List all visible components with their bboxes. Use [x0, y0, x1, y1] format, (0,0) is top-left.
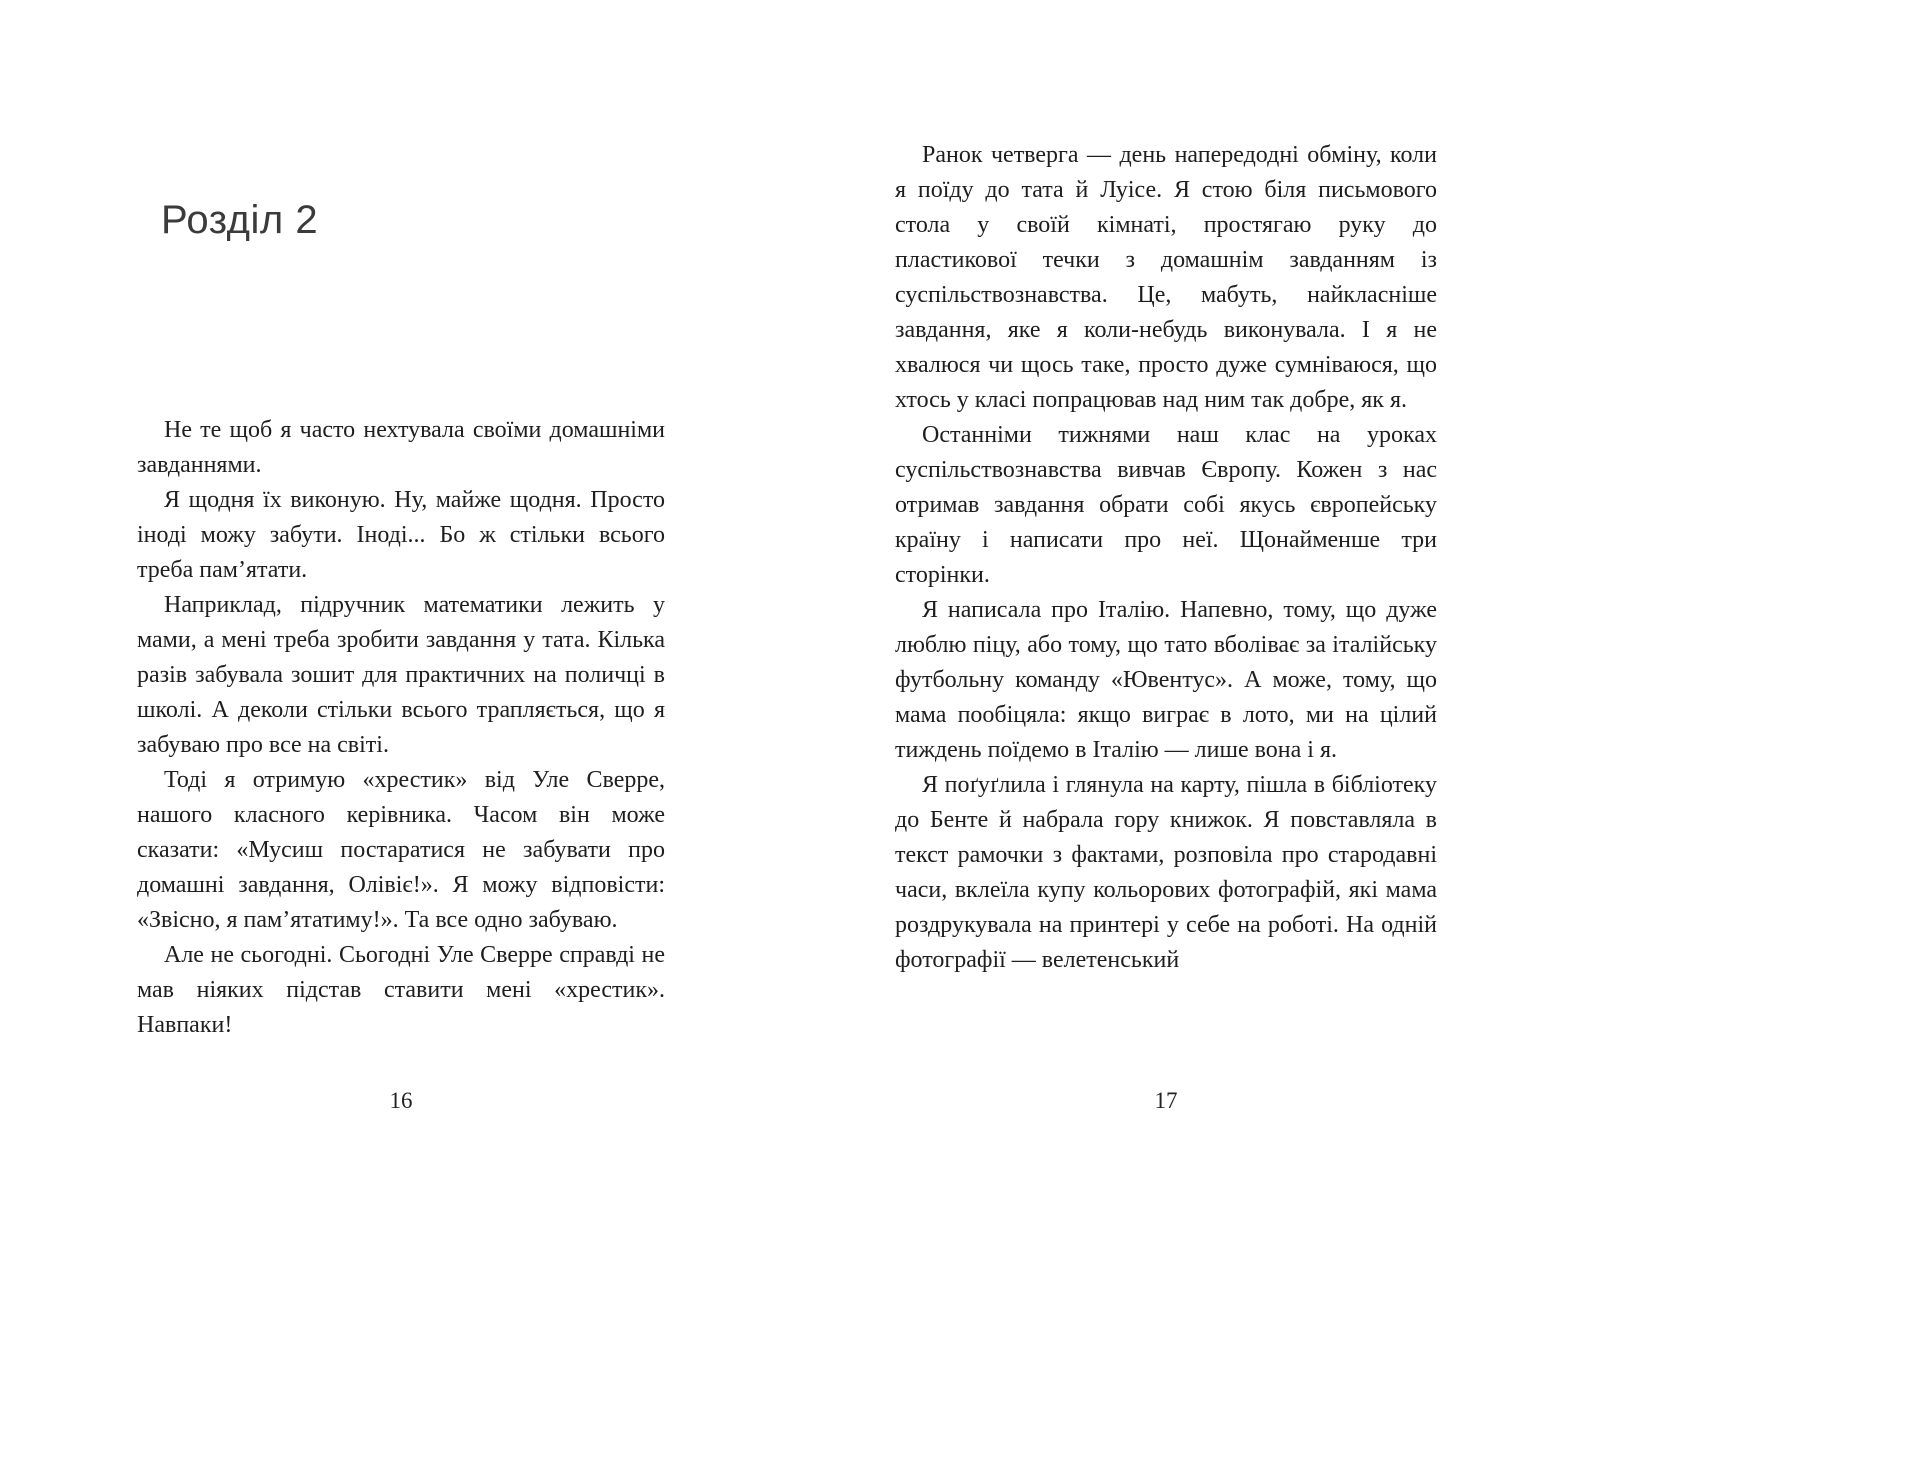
paragraph: Тоді я отримую «хрестик» від Уле Сверре, нашого класного керівника. Часом він може сказати: «Мусиш постаратися не забувати про домашні завдання, Олівіє!». Я можу відповісти: «Звісно, я пам’ятатиму!». Та все одно забуваю. [137, 767, 665, 933]
chapter-heading: Розділ 2 [161, 198, 319, 242]
page-17-text-block [895, 138, 1437, 978]
paragraph: Ранок четверга — день напередодні обміну, коли я поїду до тата й Луісе. Я стою біля письмового стола у своїй кімнаті, простягаю руку до пластикової течки з домашнім завданням із суспільствознавства. Це, мабуть, найкласніше завдання, яке я коли-небудь виконувала. І я не хвалюся чи щось таке, просто дуже сумніваюся, що хтось у класі попрацював над ним так добре, як я. [895, 142, 1437, 413]
paragraph: Але не сьогодні. Сьогодні Уле Сверре справді не мав ніяких підстав ставити мені «хрестик». Навпаки! [137, 942, 665, 1038]
paragraph: Наприклад, підручник математики лежить у мами, а мені треба зробити завдання у тата. Кілька разів забувала зошит для практичних на поличці в школі. А деколи стільки всього трапляється, що я забуваю про все на світі. [137, 592, 665, 758]
page-number-left: 16 [389, 1088, 413, 1113]
page-16 [137, 0, 665, 1477]
paragraph: Не те щоб я часто нехтувала своїми домашніми завданнями. [137, 417, 665, 478]
page-16-text-block [137, 413, 665, 1043]
paragraph: Я написала про Італію. Напевно, тому, що дуже люблю піцу, або тому, що тато вболіває за італійську футбольну команду «Ювентус». А може, тому, що мама пообіцяла: якщо виграє в лото, ми на цілий тиждень поїдемо в Італію — лише вона і я. [895, 597, 1437, 763]
paragraph: Останніми тижнями наш клас на уроках суспільствознавства вивчав Європу. Кожен з нас отримав завдання обрати собі якусь європейську країну і написати про неї. Щонайменше три сторінки. [895, 422, 1437, 588]
page-number-right: 17 [1154, 1088, 1178, 1113]
paragraph: Я поґуґлила і глянула на карту, пішла в бібліотеку до Бенте й набрала гору книжок. Я повставляла в текст рамочки з фактами, розповіла про стародавні часи, вклеїла купу кольорових фотографій, які мама роздрукувала на принтері у себе на роботі. На одній фотографії — велетенський [895, 772, 1437, 973]
paragraph: Я щодня їх виконую. Ну, майже щодня. Просто іноді можу забути. Іноді... Бо ж стільки всього треба пам’ятати. [137, 487, 665, 583]
page-17 [895, 0, 1437, 1477]
